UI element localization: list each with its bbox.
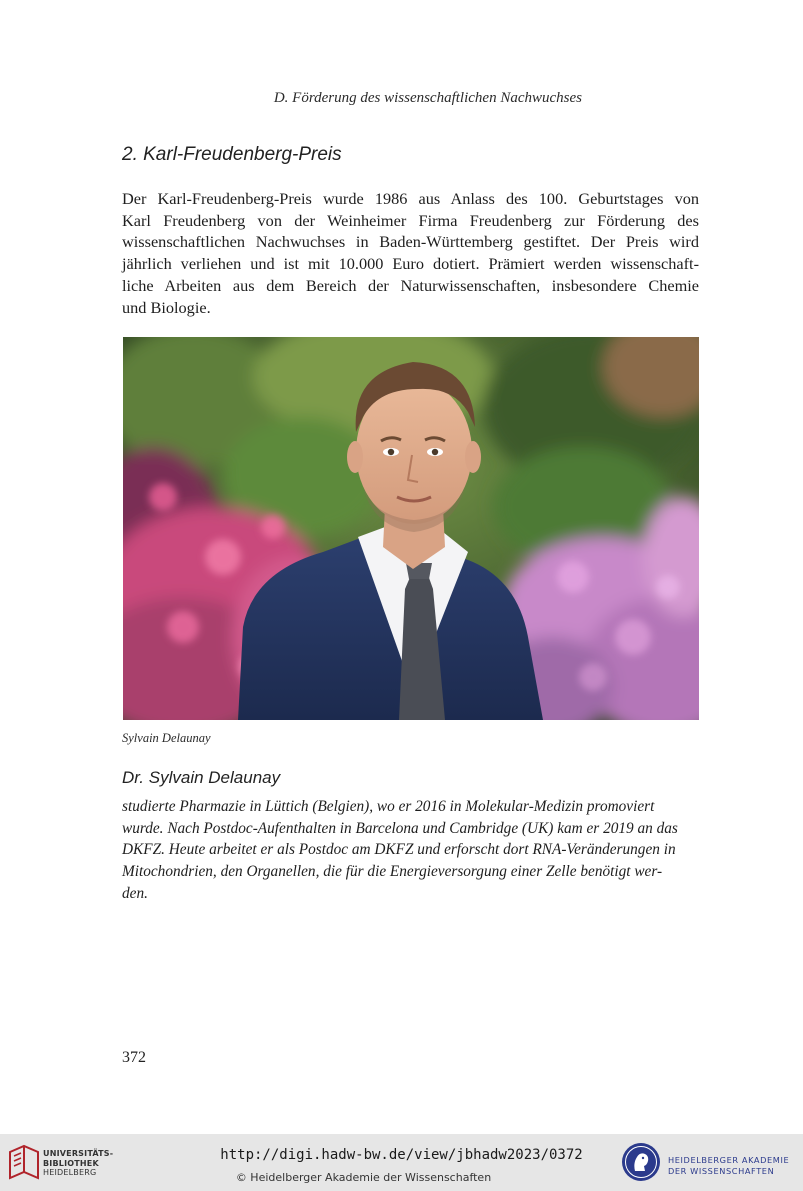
academy-logo-line: HEIDELBERGER AKADEMIE: [668, 1155, 790, 1165]
intro-line: wissenschaftlichen Nachwuchses in Baden-Württemberg gestiftet. Der Preis wird: [122, 232, 699, 252]
library-logo-line: HEIDELBERG: [43, 1168, 97, 1177]
bio-line: studierte Pharmazie in Lüttich (Belgien), wo er 2016 in Molekular-Medizin promoviert: [122, 798, 655, 815]
footer-bar: [0, 1134, 803, 1191]
academy-logo[interactable]: [618, 1140, 798, 1184]
section-title: 2. Karl-Freudenberg-Preis: [122, 144, 342, 165]
copyright-notice: © Heidelberger Akademie der Wissenschaften: [235, 1171, 492, 1184]
bio-line: DKFZ. Heute arbeitet er als Postdoc am DKFZ und erforscht dort RNA-Veränderungen in: [122, 841, 676, 859]
photo-caption: Sylvain Delaunay: [122, 731, 211, 745]
running-head: D. Förderung des wissenschaftlichen Nachwuchses: [273, 90, 582, 106]
intro-line: Der Karl-Freudenberg-Preis wurde 1986 aus Anlass des 100. Geburtstages von: [122, 189, 699, 208]
intro-paragraph: [122, 188, 699, 318]
intro-line: Karl Freudenberg von der Weinheimer Firma Freudenberg zur Förderung des: [122, 210, 699, 230]
laureate-photo: [123, 337, 699, 720]
bio-line: wurde. Nach Postdoc-Aufenthalten in Barcelona und Cambridge (UK) kam er 2019 an das: [122, 819, 678, 837]
intro-line: und Biologie.: [122, 297, 211, 317]
intro-line: liche Arbeiten aus dem Bereich der Naturwissenschaften, insbesondere Chemie: [122, 275, 699, 295]
library-logo-line: UNIVERSITÄTS-: [43, 1149, 114, 1158]
intro-line: jährlich verliehen und ist mit 10.000 Euro dotiert. Prämiert werden wissenschaft-: [122, 254, 699, 274]
library-logo-line: BIBLIOTHEK: [43, 1158, 99, 1168]
academy-seal-icon: [620, 1141, 662, 1183]
laureate-name: Dr. Sylvain Delaunay: [122, 768, 281, 787]
page-number: 372: [122, 1049, 146, 1066]
bio-line: Mitochondrien, den Organellen, die für die Energieversorgung einer Zelle benötigt wer-: [122, 863, 663, 881]
bio-line: den.: [122, 884, 148, 902]
laureate-bio: [122, 796, 699, 905]
permalink-url[interactable]: http://digi.hadw-bw.de/view/jbhadw2023/0372: [220, 1147, 583, 1163]
academy-logo-line: DER WISSENSCHAFTEN: [668, 1165, 775, 1176]
